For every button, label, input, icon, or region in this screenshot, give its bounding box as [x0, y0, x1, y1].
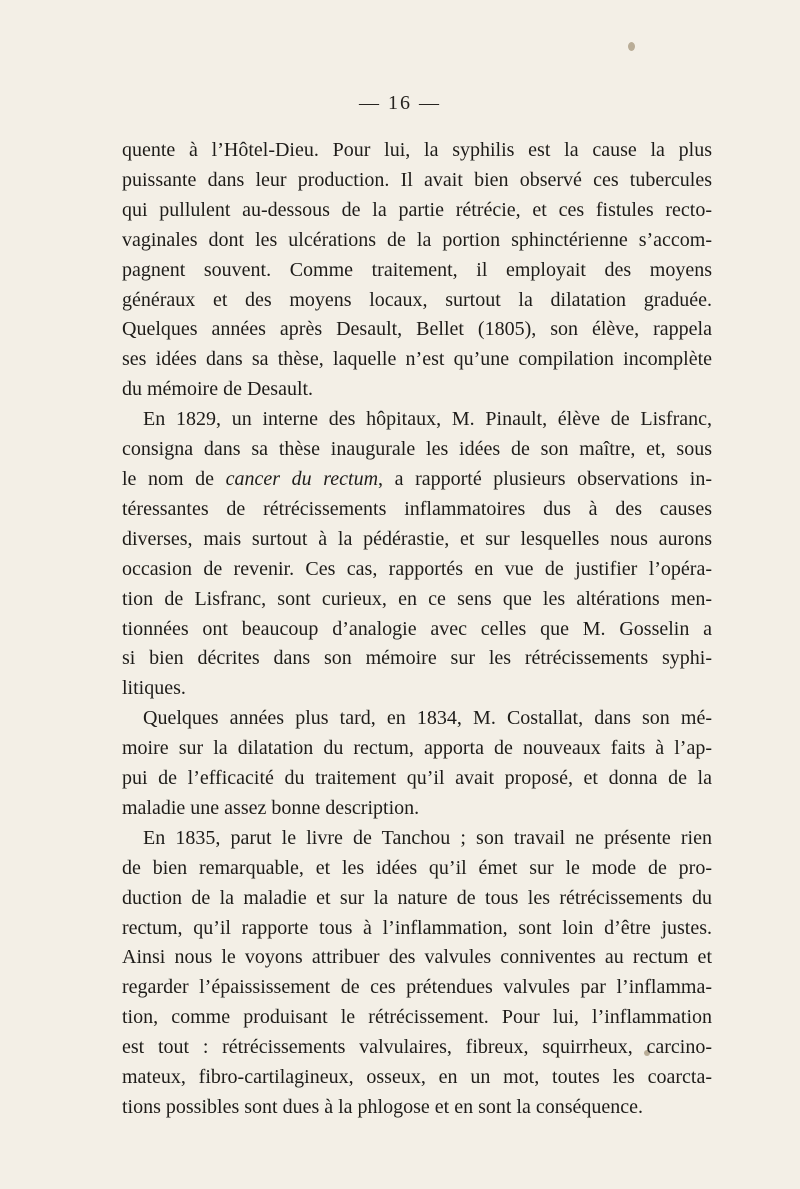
- text-line: mateux, fibro-cartilagineux, osseux, en un mot, toutes les coarcta-: [122, 1066, 712, 1089]
- text-line: pui de l’efficacité du traitement qu’il avait proposé, et donna de la: [122, 767, 712, 790]
- text-line: Ainsi nous le voyons attribuer des valvules conniventes au rectum et: [122, 946, 712, 969]
- text-line: maladie une assez bonne description.: [122, 796, 420, 819]
- text-line: duction de la maladie et sur la nature de tous les rétrécissements du: [122, 886, 712, 909]
- text-line: ses idées dans sa thèse, laquelle n’est qu’une compilation incomplète: [122, 348, 712, 371]
- page-number: — 16 —: [359, 92, 441, 114]
- text-line: de bien remarquable, et les idées qu’il émet sur le mode de pro-: [122, 856, 712, 879]
- paper-speck: [628, 42, 635, 51]
- text-line-with-italic: [122, 465, 712, 495]
- text-line: pagnent souvent. Comme traitement, il employait des moyens: [122, 258, 712, 281]
- text-line: téressantes de rétrécissements inflammatoires dus à des causes: [122, 497, 712, 520]
- paragraph-2: [122, 405, 712, 704]
- text-line: consigna dans sa thèse inaugurale les idées de son maître, et, sous: [122, 438, 712, 461]
- text-line: qui pullulent au-dessous de la partie rétrécie, et ces fistules recto-: [122, 198, 712, 221]
- italic-title: cancer du rectum: [225, 467, 379, 490]
- text-line: vaginales dont les ulcérations de la portion sphinctérienne s’accom-: [122, 228, 712, 251]
- text-line: quente à l’Hôtel-Dieu. Pour lui, la syphilis est la cause la plus: [122, 139, 712, 161]
- text-line: est tout : rétrécissements valvulaires, fibreux, squirrheux, carcino-: [122, 1036, 712, 1059]
- text-line: si bien décrites dans son mémoire sur les rétrécissements syphi-: [122, 647, 712, 670]
- text-line: tion de Lisfranc, sont curieux, en ce sens que les altérations men-: [122, 587, 712, 610]
- paragraph-1: [122, 136, 712, 405]
- text-line: généraux et des moyens locaux, surtout la dilatation graduée.: [122, 288, 712, 311]
- text-line: puissante dans leur production. Il avait bien observé ces tubercules: [122, 168, 712, 191]
- text-line: tionnées ont beaucoup d’analogie avec celles que M. Gosselin a: [122, 617, 712, 640]
- text-line: En 1835, parut le livre de Tanchou ; son travail ne présente rien: [143, 826, 712, 849]
- text-line: moire sur la dilatation du rectum, apporta de nouveaux faits à l’ap-: [122, 737, 712, 760]
- text-fragment: le nom de: [122, 467, 226, 490]
- text-line: tion, comme produisant le rétrécissement. Pour lui, l’inflammation: [122, 1006, 712, 1029]
- text-line: rectum, qu’il rapporte tous à l’inflammation, sont loin d’être justes.: [122, 916, 712, 939]
- text-line: Quelques années plus tard, en 1834, M. Costallat, dans son mé-: [143, 707, 712, 730]
- text-line: tions possibles sont dues à la phlogose et en sont la conséquence.: [122, 1096, 644, 1118]
- text-line: litiques.: [122, 677, 186, 700]
- text-line: Quelques années après Desault, Bellet (1805), son élève, rappela: [122, 318, 712, 341]
- paragraph-4: [122, 824, 712, 1123]
- text-line: En 1829, un interne des hôpitaux, M. Pinault, élève de Lisfranc,: [143, 408, 712, 431]
- text-line: diverses, mais surtout à la pédérastie, et sur lesquelles nous aurons: [122, 527, 712, 550]
- paragraph-3: [122, 704, 712, 824]
- body-text: [122, 136, 712, 1123]
- text-line: regarder l’épaississement de ces prétendues valvules par l’inflamma-: [122, 976, 712, 999]
- text-line: occasion de revenir. Ces cas, rapportés en vue de justifier l’opéra-: [122, 557, 712, 580]
- text-line: du mémoire de Desault.: [122, 378, 314, 401]
- text-fragment: , a rapporté plusieurs observations in-: [378, 467, 712, 490]
